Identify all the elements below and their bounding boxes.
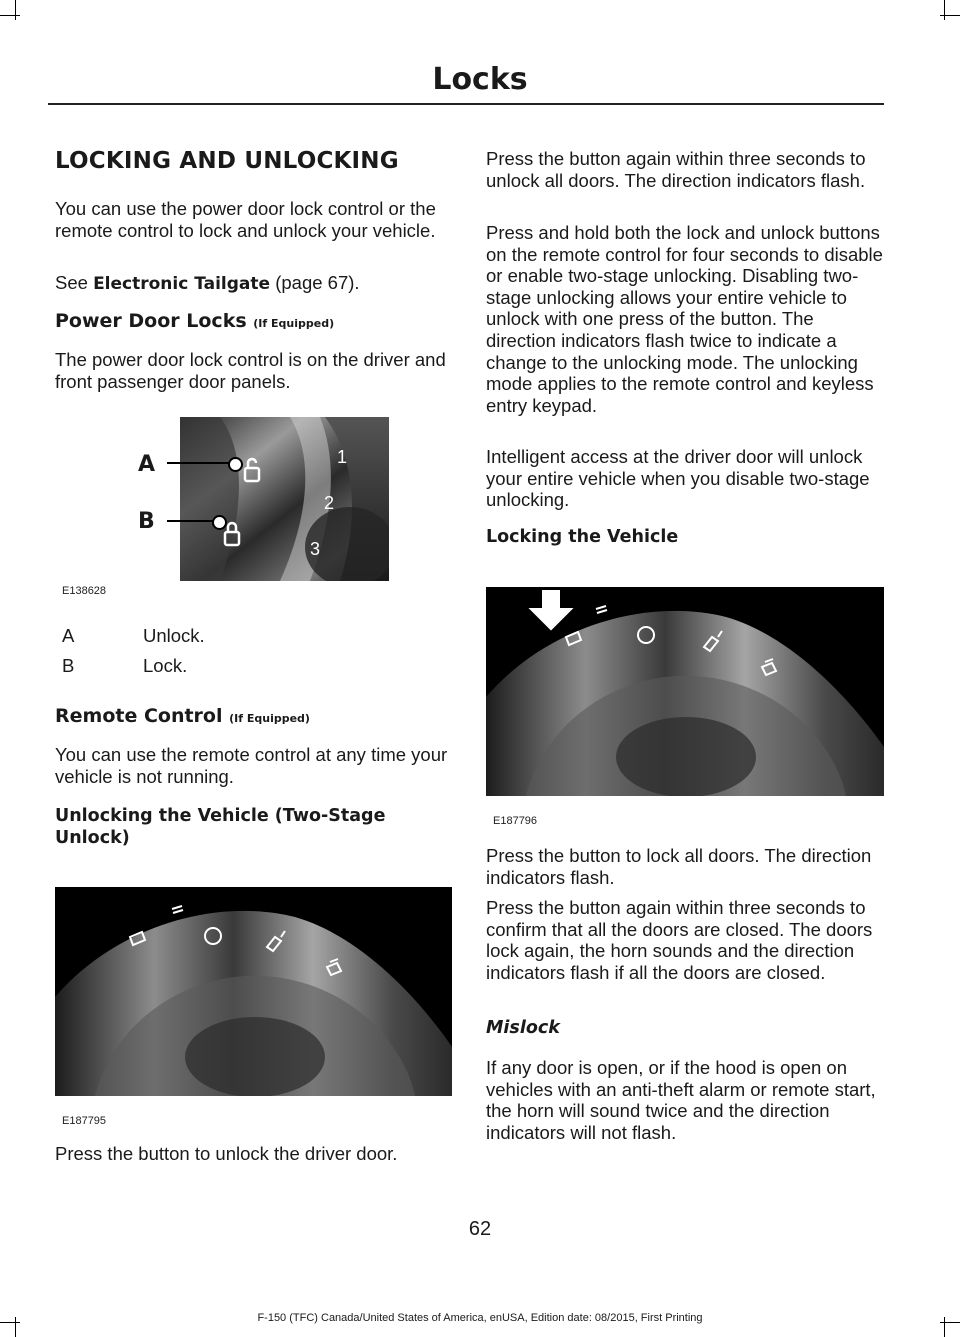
remote-qualifier: (If Equipped): [229, 712, 310, 725]
power-qualifier: (If Equipped): [253, 317, 335, 330]
crop-mark: [15, 0, 16, 20]
see-suffix: (page 67).: [275, 272, 360, 293]
callout-b-dot: [212, 515, 227, 530]
right-paragraph-6: [486, 1057, 884, 1143]
remote-text: You can use the remote control at any time your vehicle is not running.: [55, 744, 448, 787]
callout-a: A: [138, 452, 156, 477]
section-title: [55, 148, 399, 174]
crop-mark: [0, 15, 20, 16]
electronic-tailgate-link[interactable]: Electronic Tailgate: [93, 274, 271, 294]
legend-key: B: [62, 655, 75, 676]
right-paragraph-2: [486, 222, 884, 416]
legend-key: A: [62, 625, 75, 646]
door-lock-switch-image: [180, 417, 389, 581]
power-text: The power door lock control is on the driver and front passenger door panels.: [55, 349, 446, 392]
window-number-2: 2: [324, 493, 335, 513]
right-text-6: If any door is open, or if the hood is open on vehicles with an anti-theft alarm or remote start, the horn will sound twice and the direction indicators will not flash.: [486, 1057, 876, 1143]
figure-code: E138628: [62, 585, 107, 597]
locking-title: Locking the Vehicle: [486, 527, 679, 547]
arrow-down-icon: [526, 589, 576, 632]
remote-lock-image: [486, 587, 884, 796]
remote-control-heading: [55, 705, 310, 727]
page-footer: F-150 (TFC) Canada/United States of America, enUSA, Edition date: 08/2015, First Printing: [257, 1312, 703, 1324]
right-paragraph-1: [486, 148, 884, 191]
crop-mark: [940, 15, 960, 16]
locking-heading: [486, 526, 678, 548]
callout-a-dot: [228, 457, 243, 472]
unlock-text: Press the button to unlock the driver door.: [55, 1143, 398, 1164]
remote-title: Remote Control: [55, 705, 223, 727]
callout-a-line: [167, 462, 232, 464]
power-door-locks-heading: [55, 310, 334, 332]
unlocking-title: Unlocking the Vehicle (Two-Stage Unlock): [55, 806, 386, 848]
right-text-4: Press the button to lock all doors. The direction indicators flash.: [486, 845, 872, 888]
page-title: Locks: [432, 62, 528, 97]
right-paragraph-3: [486, 446, 884, 511]
intro-paragraph: [55, 198, 450, 241]
window-number-3: 3: [310, 539, 321, 559]
power-paragraph: [55, 349, 450, 392]
right-text-5: Press the button again within three seconds to confirm that all the doors are closed. The doors lock again, the horn sounds and the direction indicators flash if all the doors are closed.: [486, 897, 873, 983]
see-reference: [55, 272, 450, 296]
callout-b-line: [167, 520, 217, 522]
right-text-2: Press and hold both the lock and unlock buttons on the remote control for four seconds to disable or enable two-stage unlocking. Disabling two-stage unlocking allows your entire vehicle to unlock with one press of the button. The direction indicators flash twice to indicate a change to the unlocking mode. The unlocking mode applies to the remote control and keyless entry keypad.: [486, 222, 883, 416]
see-prefix: See: [55, 272, 88, 293]
right-text-3: Intelligent access at the driver door will unlock your entire vehicle when you disable two-stage unlocking.: [486, 446, 870, 511]
right-text-1: Press the button again within three seconds to unlock all doors. The direction indicators flash.: [486, 148, 866, 191]
section-title-text: LOCKING AND UNLOCKING: [55, 148, 399, 174]
header-divider: [48, 103, 884, 105]
right-paragraph-4: [486, 845, 884, 888]
page-number: 62: [468, 1218, 492, 1240]
intro-text: You can use the power door lock control or the remote control to lock and unlock your vehicle.: [55, 198, 436, 241]
remote-unlock-image: [55, 887, 452, 1096]
callout-b: B: [138, 509, 155, 534]
unlock-icon: [242, 457, 262, 483]
legend-row: [55, 625, 450, 647]
crop-mark: [944, 0, 945, 20]
figure-code: E187796: [493, 815, 538, 827]
legend-row: [55, 655, 450, 677]
power-title: Power Door Locks: [55, 310, 247, 332]
legend-value: Unlock.: [143, 625, 205, 646]
mislock-title: Mislock: [486, 1018, 560, 1038]
remote-paragraph: [55, 744, 450, 787]
legend-value: Lock.: [143, 655, 188, 676]
unlock-paragraph: [55, 1143, 465, 1165]
mislock-heading: [486, 1018, 560, 1038]
figure-code: E187795: [62, 1115, 107, 1127]
unlocking-heading: [55, 805, 450, 849]
window-number-1: 1: [337, 447, 348, 467]
right-paragraph-5: [486, 897, 884, 983]
